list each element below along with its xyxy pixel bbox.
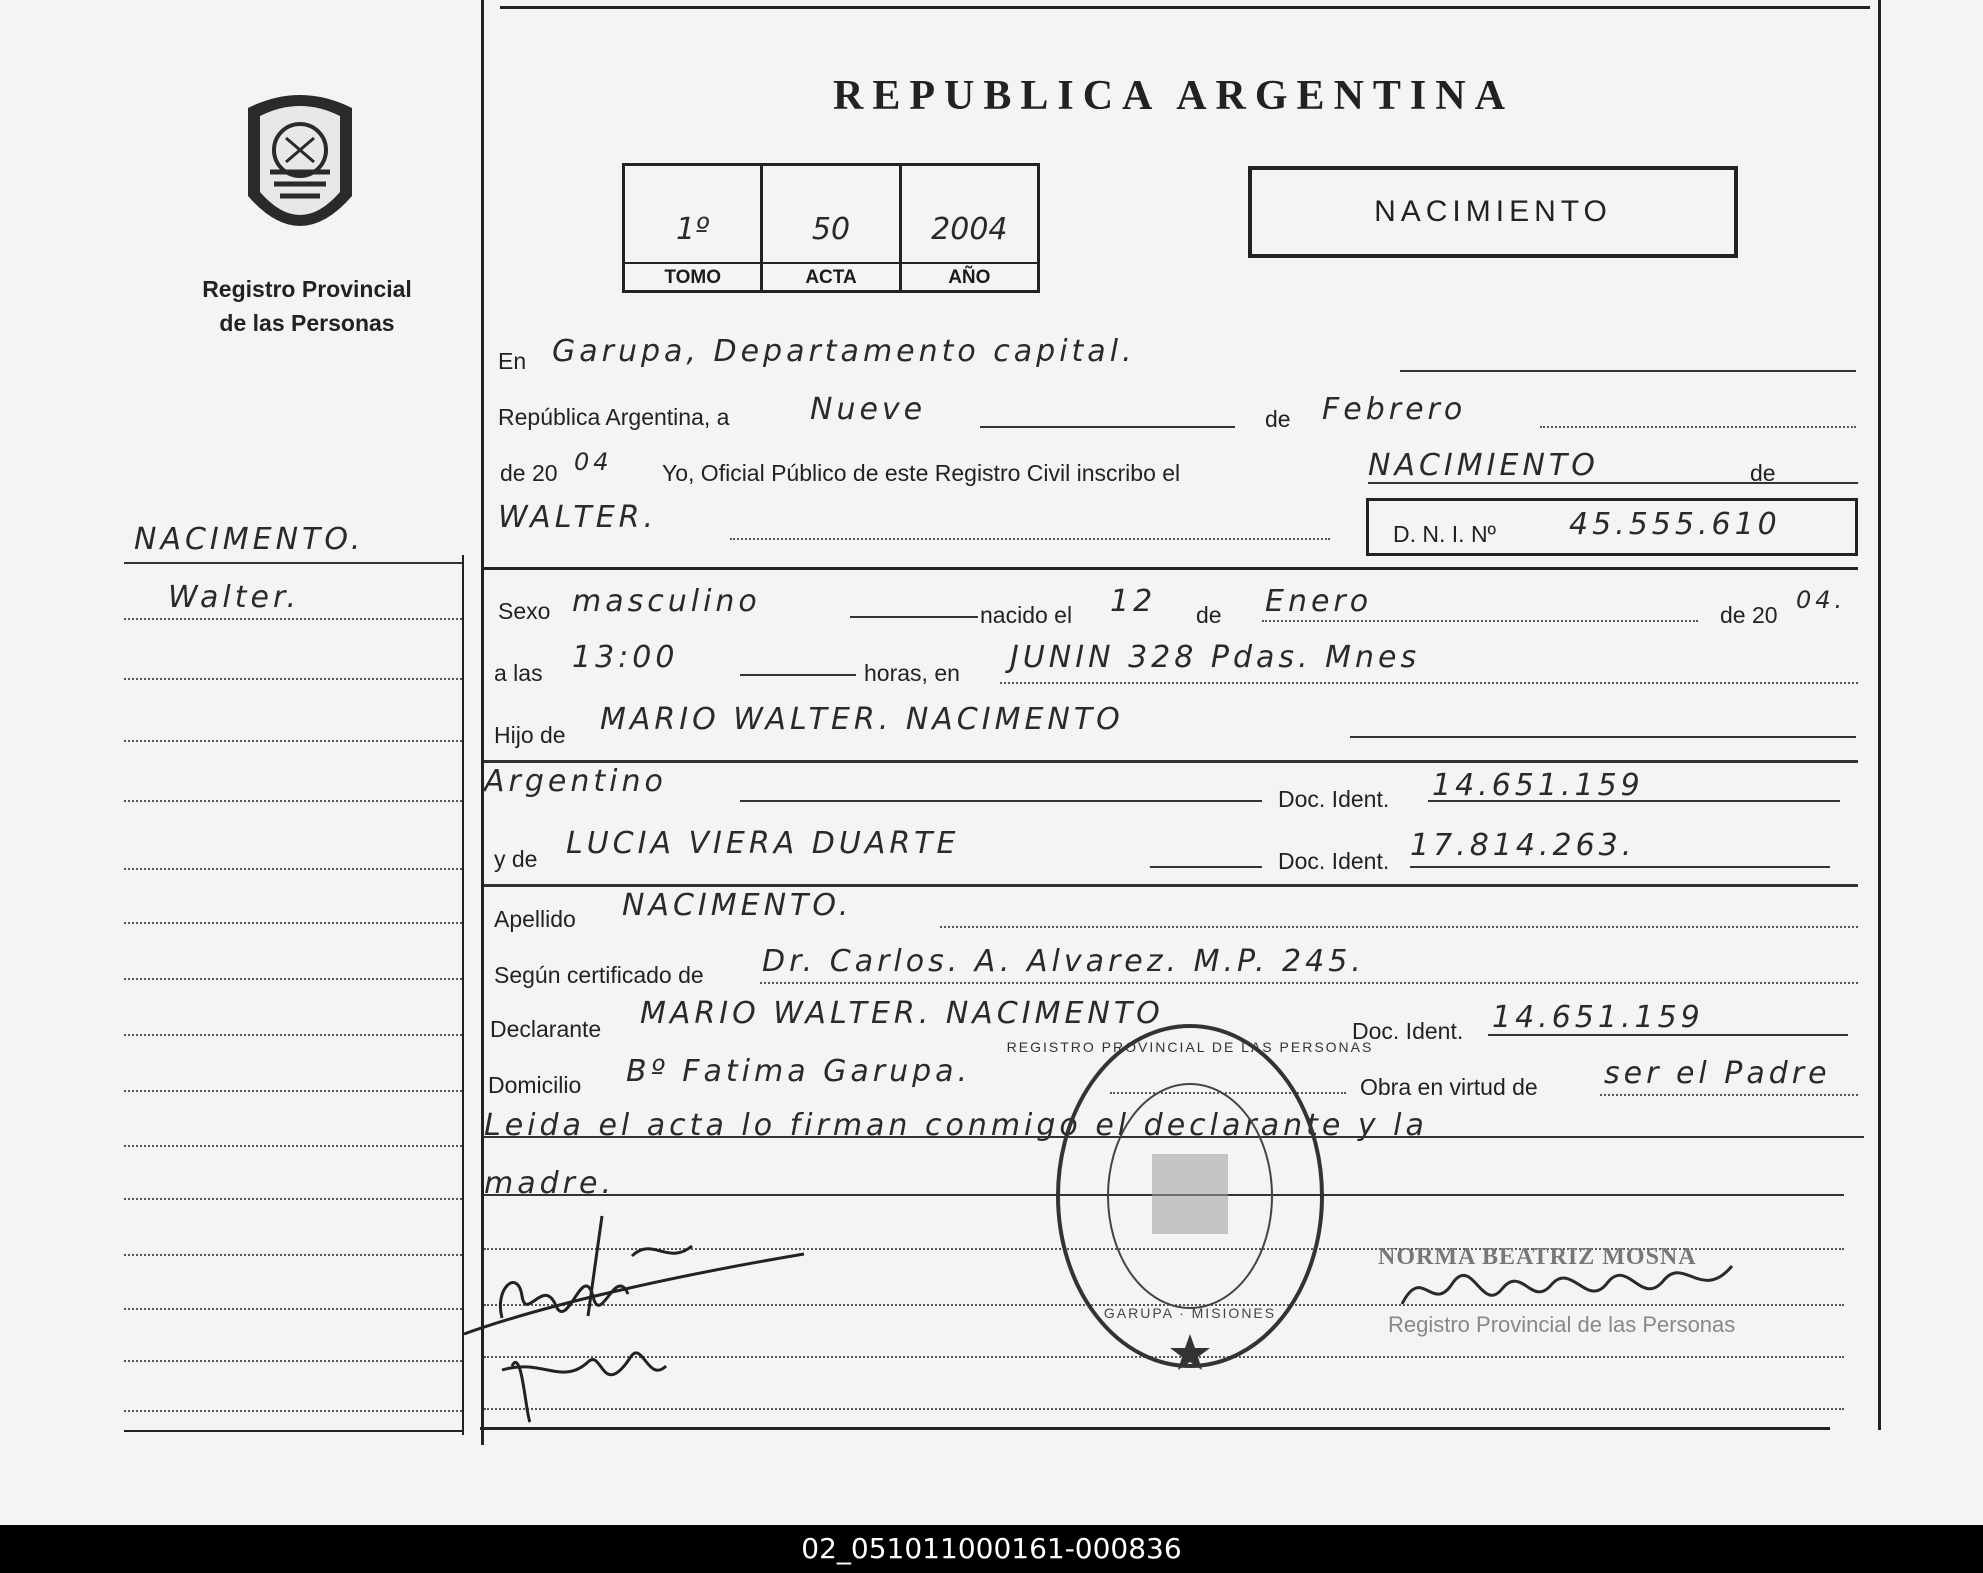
acta-value: 50 [811,212,851,247]
margin-line [124,868,462,870]
hour-line [740,674,856,676]
father-rule [484,760,1858,763]
margin-line [124,1198,462,1200]
oficial-text: Yo, Oficial Público de este Registro Civil inscribo el [662,460,1181,486]
margin-line [124,1254,462,1256]
ano-cell [902,166,1037,290]
dni-box [1366,498,1858,556]
stamp-inner-text: GARUPA · MISIONES [1103,1305,1277,1321]
margin-line [124,1308,462,1310]
y-de-label: y de [494,846,538,872]
official-signature [1392,1244,1752,1324]
father-name-line [1350,736,1856,738]
certificado-line [760,982,1858,984]
month-value: Febrero [1322,392,1467,427]
de-label-3: de [1196,602,1222,628]
father-doc-line [1428,800,1840,802]
name-value: WALTER. [498,500,658,535]
declarante-doc-line [1488,1034,1848,1036]
birth-year: 04. [1796,586,1847,614]
hijo-label: Hijo de [494,722,566,748]
section-rule [484,567,1858,570]
month-line [1540,426,1856,428]
margin-line [124,1145,462,1147]
margin-line [124,1034,462,1036]
declarante-value: MARIO WALTER. NACIMENTO [640,996,1164,1031]
provincial-seal-logo [230,88,370,248]
image-id-footer: 02_051011000161-000836 [0,1525,1983,1573]
document-title: REPUBLICA ARGENTINA [833,73,1514,119]
margin-line [124,678,462,680]
acta-type-line [1368,482,1858,484]
tomo-cell [625,166,763,290]
sexo-line [850,616,978,618]
margin-line [124,618,462,620]
birth-year-prefix: de 20 [1720,602,1778,628]
margin-bottom-line [124,1430,462,1432]
obra-line [1600,1094,1858,1096]
father-doc: 14.651.159 [1432,768,1644,803]
official-sub-stamp: Registro Provincial de las Personas [1388,1312,1736,1337]
nationality-line [740,800,1262,802]
day-line [980,426,1235,428]
margin-line [124,978,462,980]
record-type-box: NACIMIENTO [1248,166,1738,258]
declarante-label: Declarante [490,1016,602,1042]
en-line [1400,370,1856,372]
sexo-label: Sexo [498,598,551,624]
segun-label: Según certificado de [494,962,704,988]
en-value: Garupa, Departamento capital. [552,334,1136,369]
mother-doc: 17.814.263. [1410,828,1636,863]
ano-label: AÑO [902,262,1037,289]
nacido-label: nacido el [980,602,1073,628]
official-stamp [1006,1018,1374,1374]
mother-rule [484,884,1858,887]
doc-label-3: Doc. Ident. [1352,1018,1464,1044]
name-line [730,538,1330,540]
day-value: Nueve [810,392,927,427]
official-name-stamp: NORMA BEATRIZ MOSNA [1378,1244,1697,1270]
mother-name: LUCIA VIERA DUARTE [566,826,960,861]
birth-month-line [1262,620,1698,622]
domicilio-value: Bº Fatima Garupa. [626,1054,972,1089]
organization-line1: Registro Provincial [202,276,412,302]
acta-label: ACTA [763,262,898,289]
de-label-2: de [1750,460,1776,486]
margin-line [124,1090,462,1092]
declarante-doc: 14.651.159 [1492,1000,1704,1035]
republica-label: República Argentina, a [498,404,730,430]
obra-label: Obra en virtud de [1360,1074,1538,1100]
margin-line [124,1410,462,1412]
top-border [500,6,1870,9]
place-value: JUNIN 328 Pdas. Mnes [1010,640,1421,675]
horas-label: horas, en [864,660,960,686]
mother-name-line [1150,866,1262,868]
acta-type-value: NACIMIENTO [1368,448,1599,483]
stamp-ring-text: REGISTRO PROVINCIAL DE LAS PERSONAS [1006,1039,1374,1055]
certificado-value: Dr. Carlos. A. Alvarez. M.P. 245. [762,944,1365,979]
father-name: MARIO WALTER. NACIMENTO [600,702,1124,737]
birth-month: Enero [1265,584,1373,619]
organization-name [182,272,432,340]
domicilio-label: Domicilio [488,1072,582,1098]
doc-label-2: Doc. Ident. [1278,848,1390,874]
declarante-signature [452,1196,832,1428]
apellido-line [940,926,1858,928]
year-value: 04 [574,448,613,476]
apellido-label: Apellido [494,906,576,932]
right-border [1878,0,1881,1430]
de-label: de [1265,406,1291,432]
acta-cell [763,166,901,290]
a-las-label: a las [494,660,543,686]
register-table [622,163,1040,293]
margin-surname: NACIMENTO. [134,522,365,557]
dni-label: D. N. I. Nº [1393,521,1496,547]
hour-value: 13:00 [572,640,679,675]
margin-given-name: Walter. [168,580,301,615]
doc-label: Doc. Ident. [1278,786,1390,812]
margin-surname-line [124,562,462,564]
ano-value: 2004 [931,212,1008,247]
en-label: En [498,348,527,374]
mother-doc-line [1410,866,1830,868]
margin-line [124,740,462,742]
tomo-value: 1º [676,212,710,247]
apellido-value: NACIMENTO. [622,888,853,923]
margin-line [124,800,462,802]
birth-day: 12 [1110,584,1157,619]
organization-line2: de las Personas [219,310,395,336]
dni-value: 45.555.610 [1569,507,1781,542]
year-prefix: de 20 [500,460,558,486]
leida-line: Leida el acta lo firman conmigo el declarante y la [484,1108,1428,1143]
obra-value: ser el Padre [1604,1056,1831,1091]
father-nationality: Argentino [484,764,667,799]
margin-line [124,1360,462,1362]
leida-line-2: madre. [484,1166,615,1201]
margin-line [124,922,462,924]
place-line [1000,682,1858,684]
tomo-label: TOMO [625,262,760,289]
sexo-value: masculino [572,584,761,619]
